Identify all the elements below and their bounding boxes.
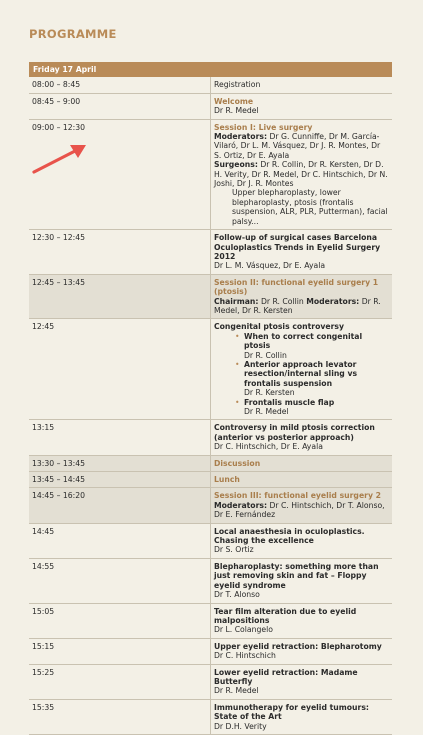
- table-row: [29, 603, 392, 638]
- event-cell: [211, 319, 393, 420]
- moderators-line: [214, 132, 389, 160]
- session-title: Session II: functional eyelid surgery 1 (ptosis): [214, 277, 379, 297]
- speakers: Dr C. Hintschich, Dr E. Ayala: [214, 442, 323, 452]
- speakers: Dr L. M. Vásquez, Dr E. Ayala: [214, 261, 326, 271]
- talk-title: Upper eyelid retraction: Blepharotomy: [214, 641, 382, 651]
- table-row: [29, 274, 392, 319]
- topic-speaker: Dr R. Medel: [244, 407, 289, 416]
- table-row: [29, 230, 392, 275]
- topic-list: [214, 332, 389, 417]
- moderators-names: Dr G. Cunniffe, Dr M. García-Vilaró, Dr L. M. Vásquez, Dr J. R. Montes, Dr S. Ortiz, Dr E. Ayala: [214, 132, 381, 160]
- day-header-row: [29, 62, 392, 77]
- time-cell: 15:05: [29, 603, 211, 638]
- surgeons-label: Surgeons:: [214, 160, 258, 170]
- time-cell: 12:45: [29, 319, 211, 420]
- speakers: Dr R. Medel: [214, 106, 259, 116]
- talk-title: Follow-up of surgical cases Barcelona Oculoplastics Trends in Eyelid Surgery 2012: [214, 233, 381, 261]
- surgeons-line: [214, 160, 389, 188]
- event-cell: [211, 420, 393, 455]
- moderators-label: Moderators:: [214, 132, 268, 142]
- surgery-note: Upper blepharoplasty, lower blepharoplasty, ptosis (frontalis suspension, ALR, PLR, Putterman), facial palsy...: [232, 188, 388, 226]
- session-title: Welcome: [214, 96, 254, 106]
- time-cell: 15:25: [29, 664, 211, 699]
- list-item: [244, 398, 389, 417]
- event-title: Lunch: [211, 472, 393, 488]
- table-row: [29, 699, 392, 734]
- time-cell: 15:15: [29, 638, 211, 664]
- event-cell: [211, 274, 393, 319]
- time-cell: 09:00 – 12:30: [29, 119, 211, 229]
- topic-speaker: Dr R. Collin: [244, 350, 287, 360]
- speakers: Dr D.H. Verity: [214, 721, 267, 731]
- speakers: Dr S. Ortiz: [214, 545, 254, 555]
- time-cell: 12:45 – 13:45: [29, 274, 211, 319]
- talk-title: Local anaesthesia in oculoplastics. Chasing the excellence: [214, 526, 365, 546]
- event-cell: [211, 603, 393, 638]
- event-cell: [211, 230, 393, 275]
- event-cell: [211, 93, 393, 119]
- time-cell: 14:55: [29, 558, 211, 603]
- table-row: [29, 472, 392, 488]
- time-cell: 08:45 – 9:00: [29, 93, 211, 119]
- event-cell: [211, 488, 393, 523]
- list-item: [244, 360, 389, 398]
- table-row: [29, 488, 392, 523]
- red-arrow-icon: [30, 141, 90, 177]
- talk-title: Congenital ptosis controversy: [214, 322, 344, 332]
- table-row: [29, 77, 392, 93]
- talk-title: Tear film alteration due to eyelid malpositions: [214, 606, 357, 625]
- moderators-names: Dr R. Medel, Dr R. Kersten: [214, 296, 381, 315]
- topic-title: • When to correct congenital ptosis: [244, 331, 363, 351]
- talk-title: Controversy in mild ptosis correction (anterior vs posterior approach): [214, 423, 375, 442]
- event-cell: [211, 523, 393, 558]
- table-row: [29, 319, 392, 420]
- speakers: Dr T. Alonso: [214, 590, 260, 600]
- chairman-label: Chairman:: [214, 296, 259, 306]
- event-title: Discussion: [211, 455, 393, 471]
- chair-line: [214, 297, 389, 316]
- speakers: Dr L. Colangelo: [214, 625, 273, 635]
- talk-title: Immunotherapy for eyelid tumours: State of the Art: [214, 702, 369, 722]
- table-row: [29, 558, 392, 603]
- surgeons-names: Dr R. Collin, Dr R. Kersten, Dr D. H. Verity, Dr R. Medel, Dr C. Hintschich, Dr N. Joshi, Dr J. R. Montes: [214, 160, 388, 189]
- event-cell: [211, 699, 393, 734]
- event-cell: [211, 664, 393, 699]
- table-row: [29, 638, 392, 664]
- table-row: [29, 420, 392, 455]
- time-cell: 13:45 – 14:45: [29, 472, 211, 488]
- time-cell: 14:45: [29, 523, 211, 558]
- session-title: Session III: functional eyelid surgery 2: [214, 491, 381, 501]
- moderators-names: Dr C. Hintschich, Dr T. Alonso, Dr E. Fernández: [214, 500, 385, 520]
- moderators-label: Moderators:: [214, 500, 268, 510]
- moderators-label: Moderators:: [306, 296, 360, 306]
- session-title: Session I: Live surgery: [214, 122, 313, 132]
- chairman-name: Dr R. Collin: [260, 296, 304, 306]
- page-title: PROGRAMME: [29, 27, 117, 41]
- table-row: [29, 455, 392, 471]
- topic-title: • Anterior approach levator resection/internal sling vs frontalis suspension: [244, 359, 358, 388]
- time-cell: 12:30 – 12:45: [29, 230, 211, 275]
- event-cell: [211, 638, 393, 664]
- speakers: Dr C. Hintschich: [214, 651, 276, 661]
- time-cell: 08:00 – 8:45: [29, 77, 211, 93]
- time-cell: 13:30 – 13:45: [29, 455, 211, 471]
- event-cell: [211, 119, 393, 229]
- event-cell: [211, 558, 393, 603]
- moderators-line: [214, 501, 389, 520]
- speakers: Dr R. Medel: [214, 686, 259, 696]
- time-cell: 13:15: [29, 420, 211, 455]
- talk-title: Blepharoplasty: something more than just removing skin and fat – Floppy eyelid syndrome: [214, 561, 379, 590]
- event-title: Registration: [211, 77, 393, 93]
- time-cell: 14:45 – 16:20: [29, 488, 211, 523]
- table-row: [29, 93, 392, 119]
- topic-title: • Frontalis muscle flap: [244, 397, 335, 407]
- day-label: Friday 17 April: [29, 62, 392, 77]
- topic-speaker: Dr R. Kersten: [244, 388, 295, 398]
- talk-title: Lower eyelid retraction: Madame Butterfly: [214, 667, 358, 686]
- list-item: [244, 332, 389, 360]
- table-row: [29, 664, 392, 699]
- table-row: [29, 523, 392, 558]
- time-cell: 15:35: [29, 699, 211, 734]
